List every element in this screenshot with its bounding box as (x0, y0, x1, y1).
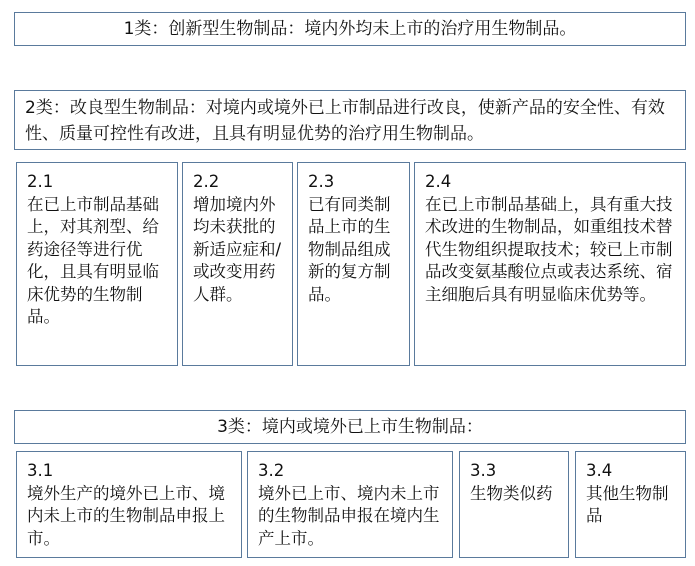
subcategory-number: 2.1 (27, 172, 54, 191)
subcategory-2-2 (182, 162, 293, 366)
subcategory-number: 2.4 (425, 172, 452, 191)
subcategory-number: 3.1 (27, 461, 54, 480)
subcategory-description: 境外生产的境外已上市、境内未上市的生物制品申报上市。 (27, 483, 225, 548)
category-1-box (14, 12, 686, 46)
subcategory-number: 2.2 (193, 172, 220, 191)
subcategory-description: 增加境内外均未获批的新适应症和/或改变用药人群。 (193, 194, 282, 304)
subcategory-number: 2.3 (308, 172, 335, 191)
subcategory-3-2 (247, 451, 453, 558)
subcategory-2-1 (16, 162, 178, 366)
subcategory-description: 境外已上市、境内未上市的生物制品申报在境内生产上市。 (258, 483, 440, 548)
subcategory-number: 3.4 (586, 461, 613, 480)
category-1-title: 1类：创新型生物制品：境内外均未上市的治疗用生物制品。 (123, 19, 577, 39)
subcategory-number: 3.3 (470, 461, 497, 480)
category-3-title: 3类：境内或境外已上市生物制品： (217, 417, 483, 437)
subcategory-description: 在已上市制品基础上，具有重大技术改进的生物制品，如重组技术替代生物组织提取技术；较已上市制品改变氨基酸位点或表达系统、宿主细胞后具有明显临床优势等。 (425, 194, 673, 304)
subcategory-3-3 (459, 451, 569, 558)
subcategory-number: 3.2 (258, 461, 285, 480)
category-3-box (14, 410, 686, 444)
subcategory-2-4 (414, 162, 686, 366)
subcategory-2-3 (297, 162, 410, 366)
category-2-box (14, 90, 686, 150)
category-2-title: 2类：改良型生物制品：对境内或境外已上市制品进行改良，使新产品的安全性、有效性、质量可控性有改进，且具有明显优势的治疗用生物制品。 (25, 98, 665, 144)
subcategory-description: 已有同类制品上市的生物制品组成新的复方制品。 (308, 194, 391, 304)
subcategory-description: 在已上市制品基础上，对其剂型、给药途径等进行优化，且具有明显临床优势的生物制品。 (27, 194, 159, 326)
subcategory-description: 生物类似药 (470, 483, 553, 503)
subcategory-description: 其他生物制品 (586, 483, 669, 525)
subcategory-3-1 (16, 451, 242, 558)
subcategory-3-4 (575, 451, 686, 558)
